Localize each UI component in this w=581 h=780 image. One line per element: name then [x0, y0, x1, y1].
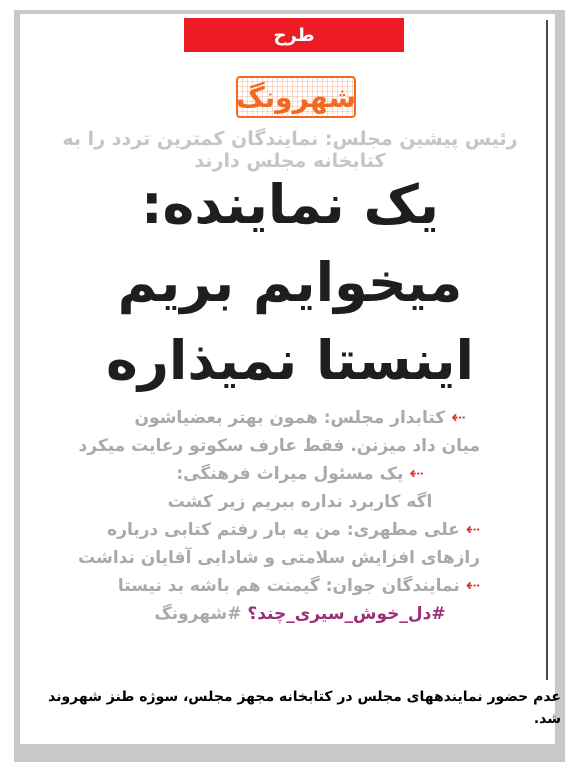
logo-text: شهرونگ — [235, 80, 357, 114]
body-line — [120, 460, 480, 488]
section-badge — [184, 18, 404, 52]
body-line — [120, 404, 480, 432]
right-rule — [546, 20, 548, 680]
body-line — [120, 488, 480, 516]
shahrvang-logo — [236, 76, 356, 118]
body-line-text: علی مطهری: من یه بار رفتم کتابی درباره — [107, 520, 460, 540]
body-line-text: اگه کاربرد نداره ببریم زیر کشت — [167, 492, 433, 512]
headline-line-1: یک نماینده: — [140, 173, 440, 236]
arrow-icon: ⇠ — [465, 576, 480, 596]
arrow-icon: ⇠ — [465, 520, 480, 540]
caption: عدم حضور نمایندههای مجلس در کتابخانه مجهز مجلس، سوژه طنز شهروند شد. — [48, 689, 561, 727]
section-badge-label: طرح — [273, 24, 315, 46]
body-line-text: نمایندگان جوان: گیمنت هم باشه بد نیستا — [117, 576, 460, 596]
headline-line-3: اینستا نمیذاره — [105, 329, 475, 392]
body-line-text: رازهای افزایش سلامتی و شادابی آقایان نداشت — [78, 548, 480, 568]
body-line — [107, 516, 480, 544]
body-line-text: میان داد میزنن. فقط عارف سکوتو رعایت میکرد — [78, 436, 480, 456]
body-text — [78, 404, 480, 628]
kicker-line: رئیس پیشین مجلس: نمایندگان کمترین تردد را به کتابخانه مجلس دارند — [62, 128, 518, 172]
body-line — [78, 544, 480, 572]
body-line — [117, 572, 480, 600]
body-line — [78, 432, 480, 460]
arrow-icon: ⇠ — [451, 408, 466, 428]
body-line-text: کتابدار مجلس: همون بهتر بعضیاشون — [134, 408, 446, 428]
body-line-text: یک مسئول میراث فرهنگی: — [176, 464, 404, 484]
hashtag-tail: #شهرونگ — [154, 604, 248, 624]
arrow-icon: ⇠ — [409, 464, 424, 484]
hashtag-line — [120, 600, 480, 628]
headline-line-2: میخوایم بریم — [117, 251, 463, 314]
hashtag-main: #دل_خوش_سیری_چند؟ — [247, 604, 446, 624]
